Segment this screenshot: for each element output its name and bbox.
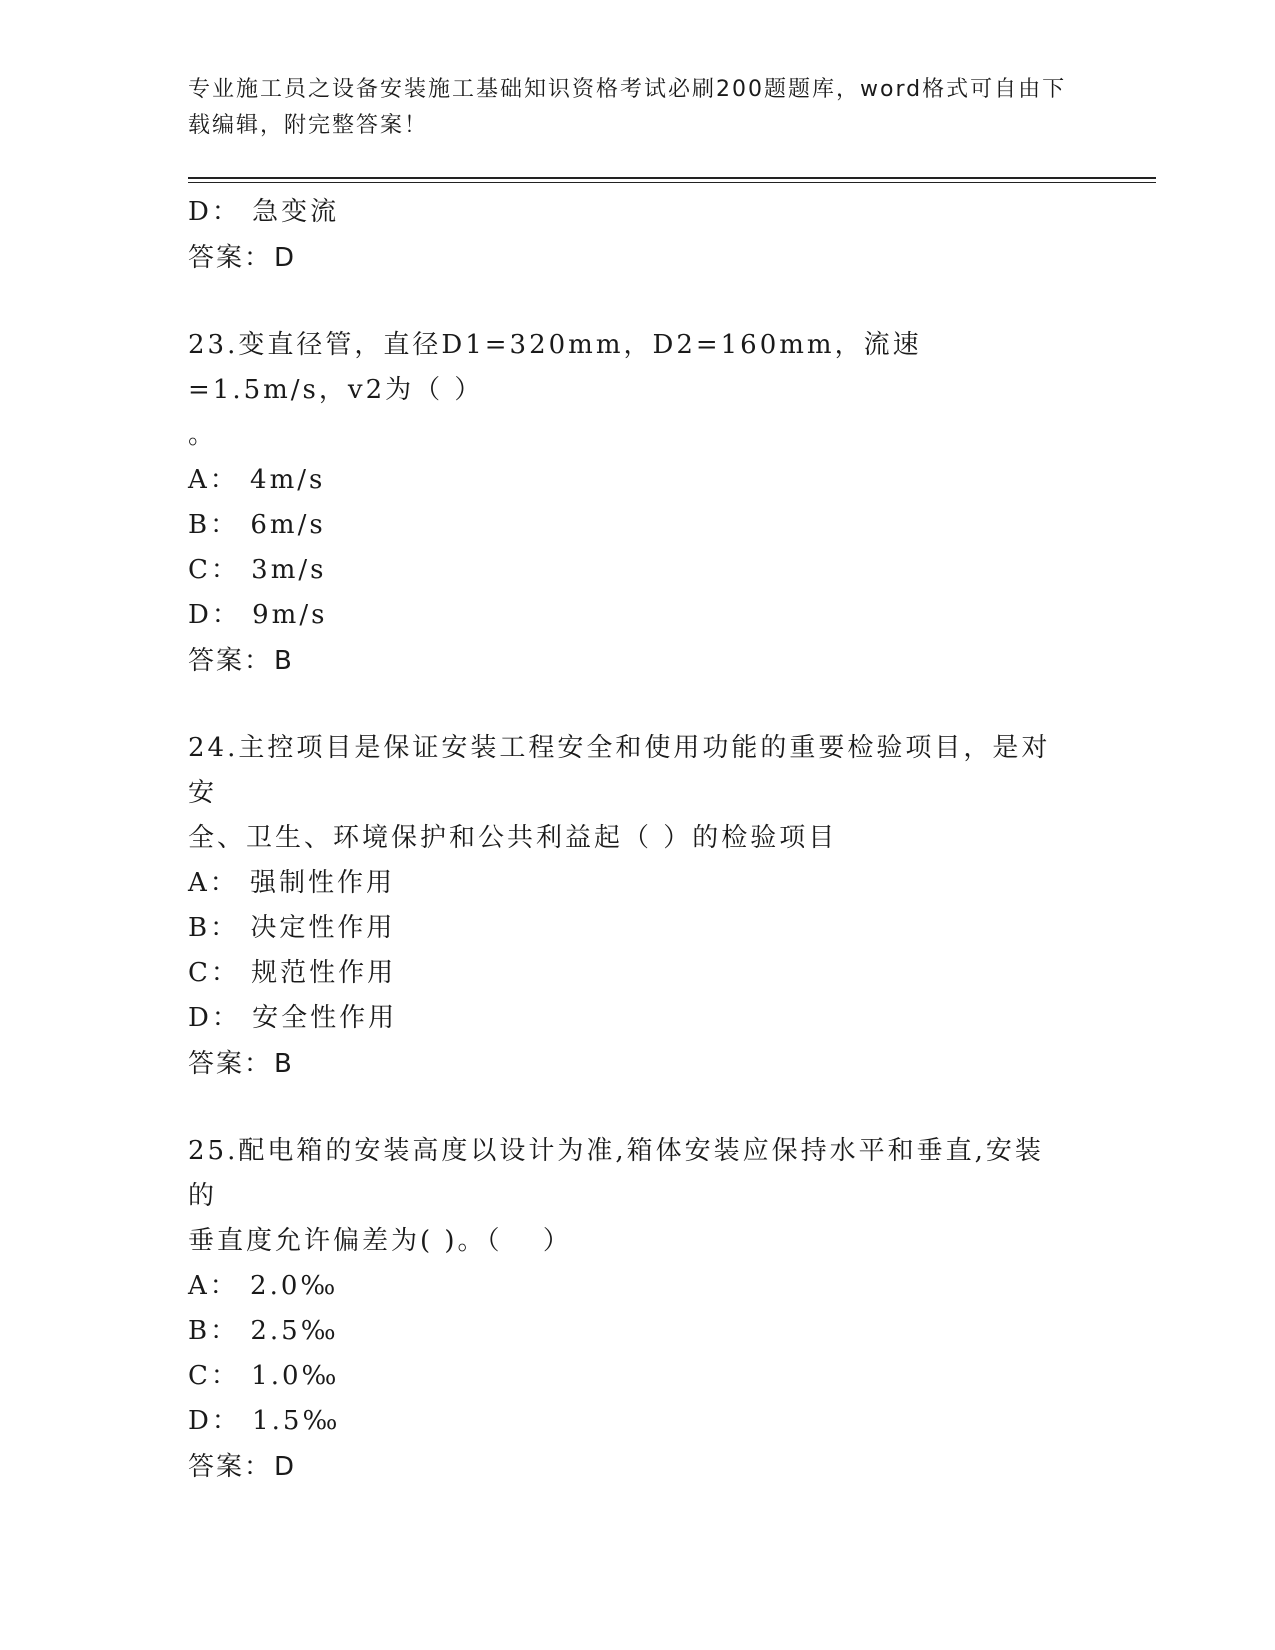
option-text: 4m/s: [250, 465, 326, 495]
option-b: B： 2.5‰: [188, 1316, 339, 1346]
option-b: B： 6m/s: [188, 510, 326, 540]
option-letter: B: [188, 913, 211, 943]
option-letter: D: [188, 197, 212, 227]
answer-line: [188, 1041, 1088, 1087]
option-letter: D: [188, 600, 212, 630]
option-d: D： 9m/s: [188, 600, 328, 630]
option-text: 2.5‰: [250, 1316, 339, 1346]
question-number: 24.: [188, 733, 239, 763]
option-b: B： 决定性作用: [188, 913, 396, 943]
option-text: 强制性作用: [250, 868, 396, 898]
option-letter: D: [188, 1406, 212, 1436]
option-text: 1.0‰: [251, 1361, 340, 1391]
header-rule-thick: [188, 177, 1156, 179]
option-c: C： 1.0‰: [188, 1361, 340, 1391]
previous-question-tail: [188, 190, 1088, 281]
header-rule-thin: [188, 182, 1156, 183]
question-text-continued: 。: [188, 420, 218, 450]
option-c: C： 规范性作用: [188, 958, 397, 988]
question-number: 25.: [188, 1136, 239, 1166]
question-number: 23.: [188, 330, 239, 360]
question-text: [188, 1129, 1068, 1219]
question-text-continued: 全、卫生、环境保护和公共利益起（ ）的检验项目: [188, 823, 838, 853]
option-text: 决定性作用: [250, 913, 396, 943]
answer-line: [188, 235, 1088, 281]
answer-value: B: [274, 646, 294, 676]
option-text: 6m/s: [250, 510, 326, 540]
answer-label: 答案：: [188, 1452, 273, 1482]
option-letter: C: [188, 1361, 211, 1391]
answer-value: D: [274, 243, 297, 273]
option-d: D： 1.5‰: [188, 1406, 341, 1436]
option-letter: C: [188, 555, 211, 585]
option-letter: C: [188, 958, 211, 988]
question-text: [188, 726, 1068, 816]
answer-label: 答案：: [188, 646, 273, 676]
option-a: A： 2.0‰: [188, 1271, 339, 1301]
option-text: 3m/s: [251, 555, 327, 585]
option-d: D： 急变流: [188, 197, 340, 227]
option-a: A： 4m/s: [188, 465, 326, 495]
option-letter: B: [188, 1316, 211, 1346]
question-23: [188, 323, 1088, 684]
option-text: 安全性作用: [252, 1003, 398, 1033]
document-header: 专业施工员之设备安装施工基础知识资格考试必刷200题题库，word格式可自由下载编辑，附完整答案！: [188, 77, 1067, 138]
question-body: 主控项目是保证安装工程安全和使用功能的重要检验项目，是对安: [188, 733, 1051, 808]
option-text: 2.0‰: [250, 1271, 339, 1301]
answer-line: [188, 638, 1088, 684]
option-letter: A: [188, 465, 210, 495]
question-body: 配电箱的安装高度以设计为准,箱体安装应保持水平和垂直,安装的: [188, 1136, 1044, 1211]
question-24: [188, 726, 1088, 1087]
question-text-continued: 垂直度允许偏差为( )。（ ）: [188, 1226, 572, 1256]
answer-label: 答案：: [188, 1049, 273, 1079]
option-text: 规范性作用: [251, 958, 397, 988]
question-list: [188, 190, 1088, 1490]
option-letter: D: [188, 1003, 212, 1033]
option-a: A： 强制性作用: [188, 868, 396, 898]
option-text: 1.5‰: [252, 1406, 341, 1436]
answer-value: D: [274, 1452, 297, 1482]
answer-value: B: [274, 1049, 294, 1079]
option-c: C： 3m/s: [188, 555, 327, 585]
option-text: 急变流: [252, 197, 340, 227]
answer-line: [188, 1444, 1088, 1490]
option-letter: A: [188, 868, 210, 898]
option-text: 9m/s: [252, 600, 328, 630]
option-d: D： 安全性作用: [188, 1003, 398, 1033]
option-letter: B: [188, 510, 211, 540]
question-body: 变直径管，直径D1=320mm，D2=160mm，流速=1.5m/s，v2为（ ）: [188, 330, 922, 405]
question-text: [188, 323, 1068, 413]
option-letter: A: [188, 1271, 210, 1301]
answer-label: 答案：: [188, 243, 273, 273]
question-25: [188, 1129, 1088, 1490]
